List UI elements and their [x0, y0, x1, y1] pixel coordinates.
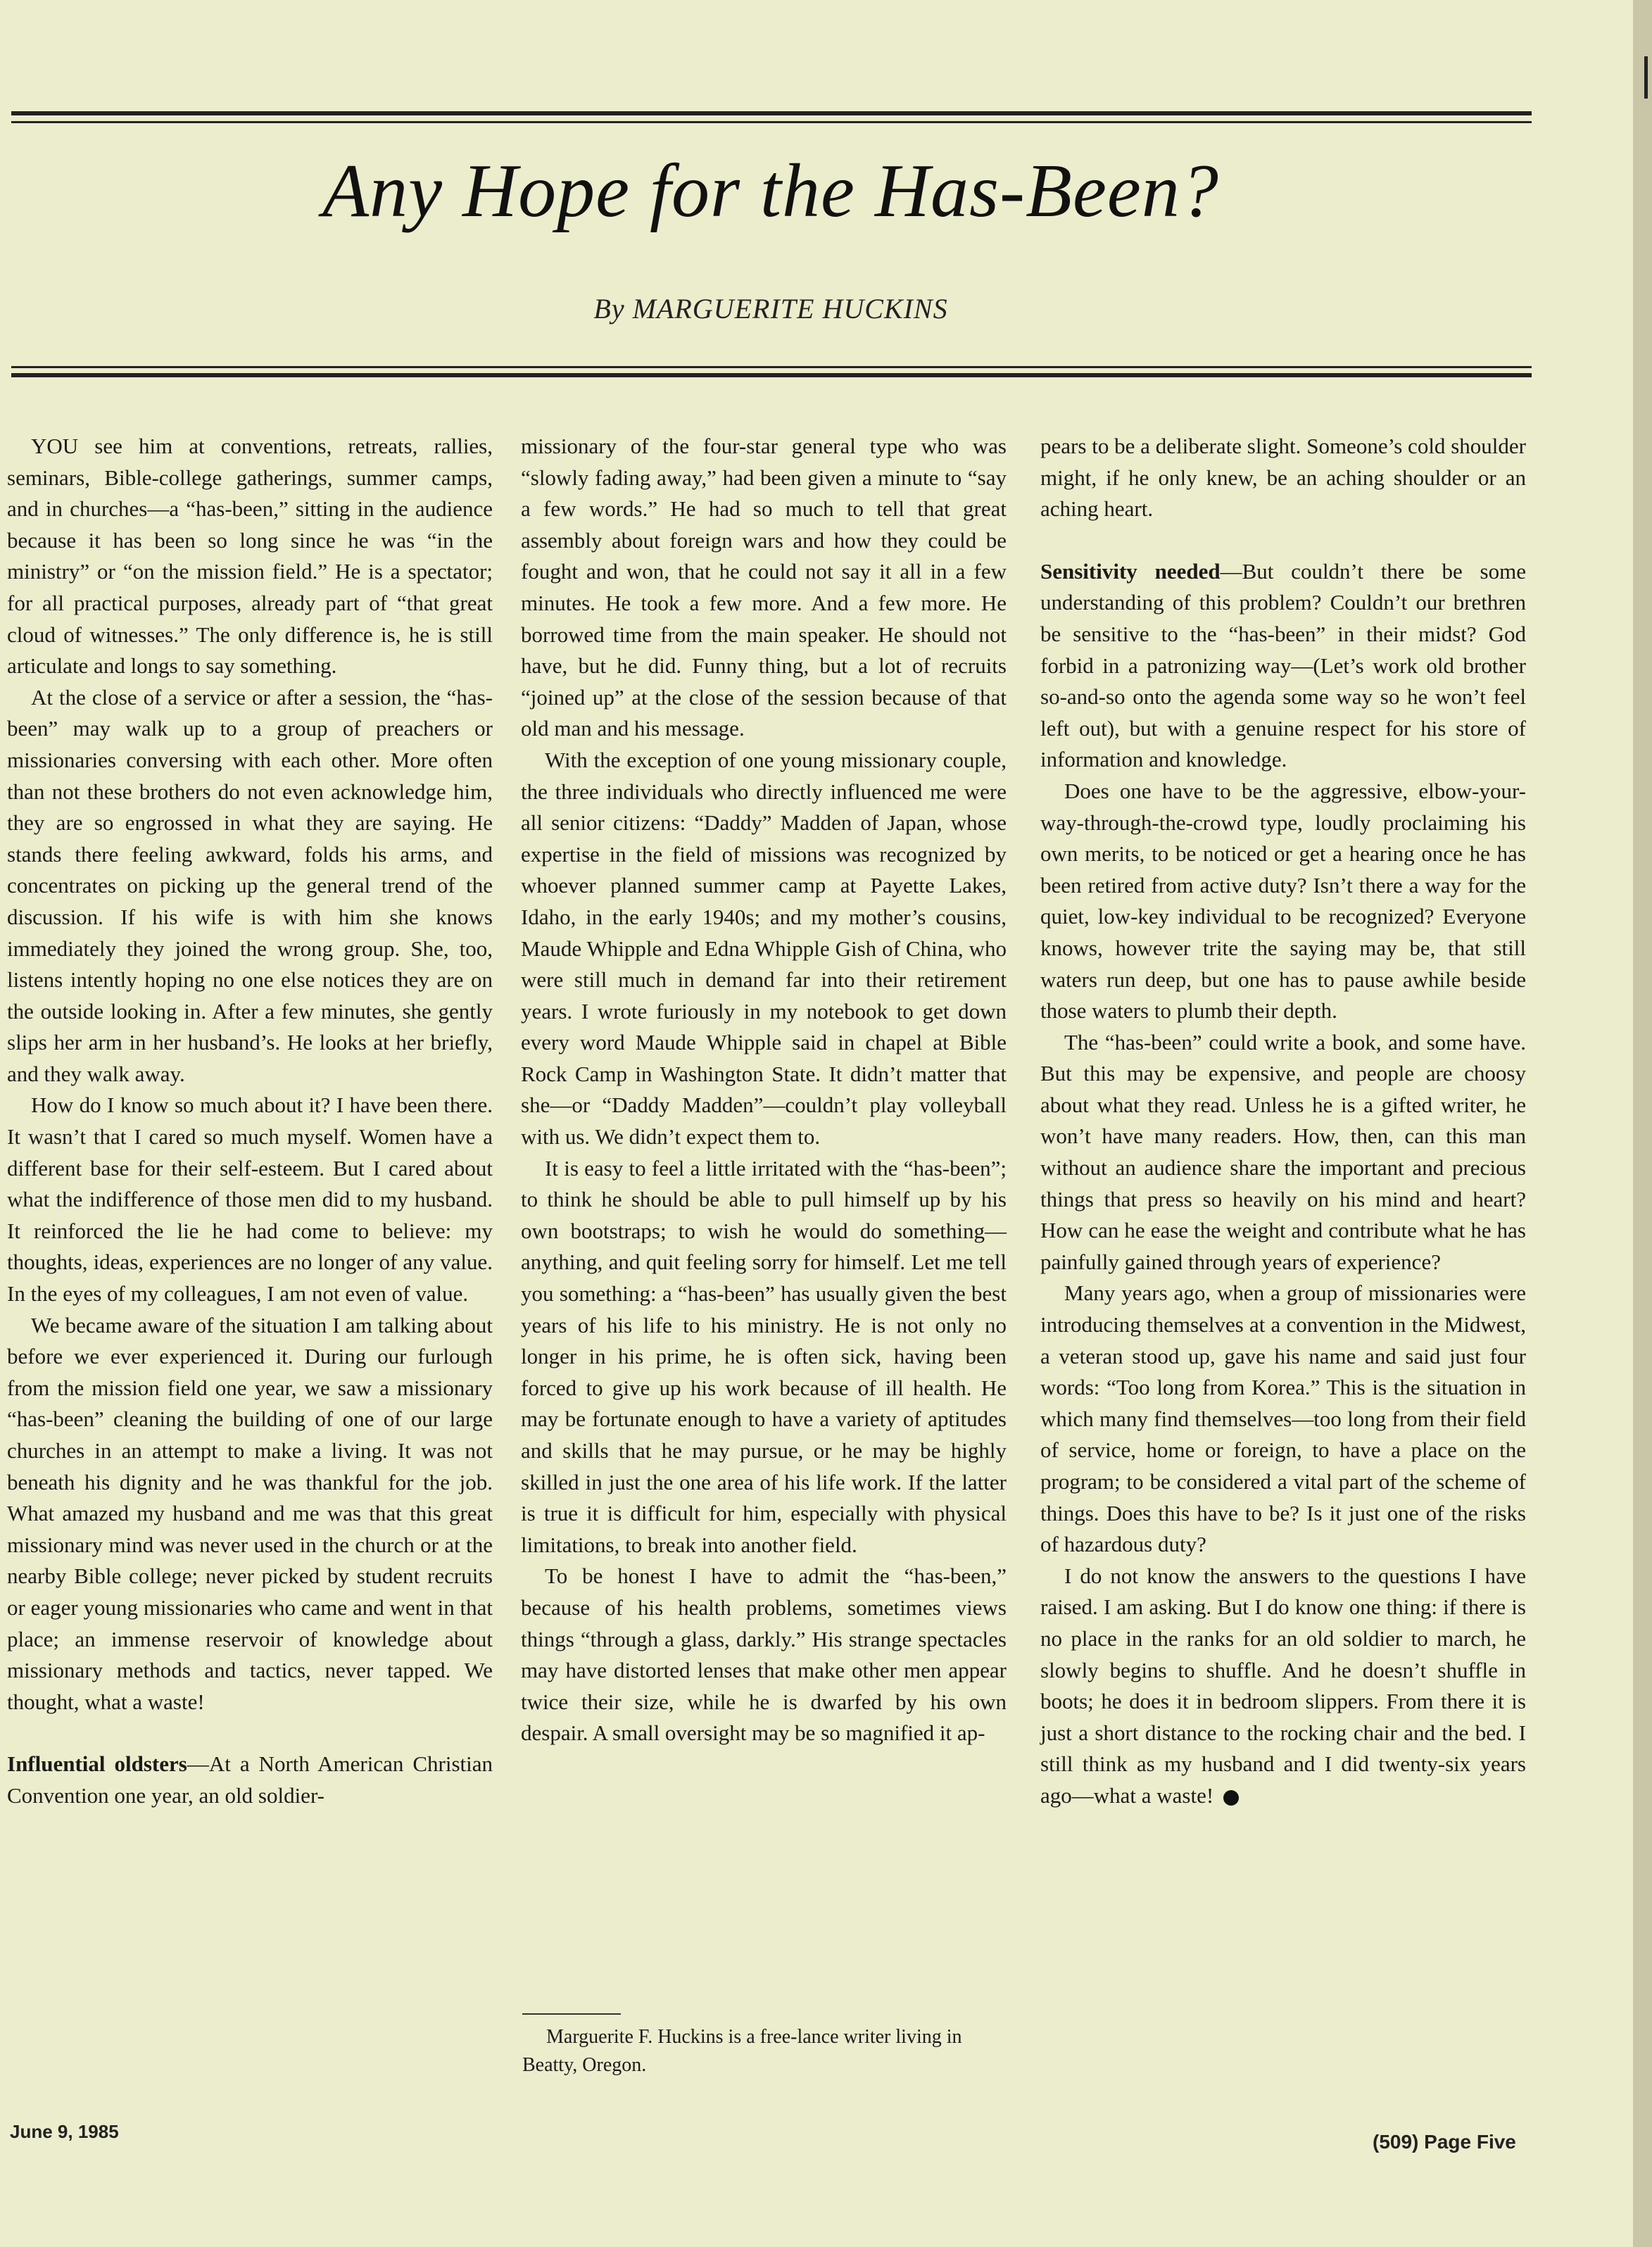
top-rule-thin — [11, 121, 1532, 123]
footnote-rule — [522, 2013, 621, 2015]
top-rule-thick — [11, 111, 1532, 115]
mid-rule-thin — [11, 366, 1532, 368]
paragraph: Does one have to be the aggressive, elbow-your-way-through-the-crowd type, loudly proclaiming his own merits, to be noticed or get a hearing once he has been retired from active duty? Isn’t there a way for the quiet, low-key individual to be recognized? Everyone knows, however trite the saying may be, that still waters run deep, but one has to pause awhile beside those waters to plumb their depth. — [1040, 778, 1526, 1024]
author-note: Marguerite F. Huckins is a free-lance writer living in Beatty, Oregon. — [522, 2026, 962, 2076]
paragraph: It is easy to feel a little irritated with the “has-been”; to think he should be able to pull himself up by his own bootstraps; to wish he would do something—anything, and quit feeling sorry for himself. Let me tell you something: a “has-been” has usually given the best years of his life to his ministry. He is not only no longer in his prime, he is often sick, having been forced to give up his work because of ill health. He may be fortunate enough to have a variety of aptitudes and skills that he may pursue, or he may be highly skilled in just the one area of his life work. If the latter is true it is difficult for him, especially with physical limitations, to break into another field. — [521, 1155, 1007, 1557]
edge-mark — [1644, 56, 1648, 99]
paragraph-text: I do not know the answers to the questions I have raised. I am asking. But I do know one thing: if there is no place in the ranks for an old soldier to march, he slowly begins to shuffle. And he doesn’t shuffle in boots; he does it in bedroom slippers. From there it is just a short distance to the rocking chair and the bed. I still think as my husband and I did twenty-six years ago—what a waste! — [1040, 1563, 1526, 1808]
footer-date: June 9, 1985 — [10, 2121, 119, 2142]
subhead-paragraph — [7, 1749, 493, 1811]
subhead: Sensitivity needed — [1040, 558, 1221, 584]
paragraph: missionary of the four-star general type who was “slowly fading away,” had been given a minute to “say a few words.” He had so much to tell that great assembly about foreign wars and how they could be fought and won, that he could not say it all in a few minutes. He took a few more. And a few more. He borrowed time from the main speaker. He should not have, but he did. Funny thing, but a lot of recruits “joined up” at the close of the session because of that old man and his message. — [521, 434, 1007, 741]
end-bullet-icon — [1223, 1790, 1239, 1806]
paragraph: With the exception of one young missionary couple, the three individuals who directly influenced me were all senior citizens: “Daddy” Madden of Japan, whose expertise in the field of missions was recognized by whoever planned summer camp at Payette Lakes, Idaho, in the early 1940s; and my mother’s cousins, Maude Whipple and Edna Whipple Gish of China, who were still much in demand far into their retirement years. I wrote furiously in my notebook to get down every word Maude Whipple said in chapel at Bible Rock Camp in Washington State. It didn’t matter that she—or “Daddy Madden”—couldn’t play volleyball with us. We didn’t expect them to. — [521, 747, 1007, 1150]
paragraph: How do I know so much about it? I have been there. It wasn’t that I cared so much myself. Women have a different base for their self-esteem. But I cared about what the indifference of those men did to my husband. It reinforced the lie he had come to believe: my thoughts, ideas, experiences are no longer of any value. In the eyes of my colleagues, I am not even of value. — [7, 1093, 493, 1307]
subhead-paragraph — [1040, 556, 1526, 776]
paragraph: To be honest I have to admit the “has-been,” because of his health problems, sometimes views things “through a glass, darkly.” His strange spectacles may have distorted lenses that make other men appear twice their size, while he is dwarfed by his own despair. A small oversight may be so magnified it ap- — [521, 1563, 1007, 1746]
footer-page-number: (509) Page Five — [1373, 2131, 1516, 2153]
paragraph-text: —But couldn’t there be some understanding of this problem? Couldn’t our brethren be sensitive to the “has-been” in their midst? God forbid in a patronizing way—(Let’s work old brother so-and-so onto the agenda some way so he won’t feel left out), but with a genuine respect for his store of information and knowledge. — [1040, 558, 1526, 772]
subhead: Influential oldsters — [7, 1751, 187, 1777]
column-3 — [1040, 431, 1526, 1812]
mid-rule-thick — [11, 373, 1532, 377]
paragraph: YOU see him at conventions, retreats, rallies, seminars, Bible-college gatherings, summer camps, and in churches—a “has-been,” sitting in the audience because it has been so long since he was “in the ministry” or “on the mission field.” He is a spectator; for all practical purposes, already part of “that great cloud of witnesses.” The only difference is, he is still articulate and longs to say something. — [7, 434, 493, 679]
article-title: Any Hope for the Has-Been? — [322, 149, 1219, 233]
paragraph: We became aware of the situation I am talking about before we ever experienced it. During our furlough from the mission field one year, we saw a missionary “has-been” cleaning the building of one of our large churches in an attempt to make a living. It was not beneath his dignity and he was thankful for the job. What amazed my husband and me was that this great missionary mind was never used in the church or at the nearby Bible college; never picked by student recruits or eager young missionaries who came and went in that place; an immense reservoir of knowledge about missionary methods and tactics, never tapped. We thought, what a waste! — [7, 1312, 493, 1714]
page-edge — [1633, 0, 1652, 2247]
paragraph-text: —At a North American Christian Convention one year, an old soldier- — [7, 1751, 493, 1808]
paragraph: The “has-been” could write a book, and some have. But this may be expensive, and people are choosy about what they read. Unless he is a gifted writer, he won’t have many readers. How, then, can this man without an audience share the important and precious things that press so heavily on his mind and heart? How can he ease the weight and contribute what he has painfully gained through years of experience? — [1040, 1029, 1526, 1274]
column-1 — [7, 431, 493, 1812]
paragraph: pears to be a deliberate slight. Someone’s cold shoulder might, if he only knew, be an aching shoulder or an aching heart. — [1040, 434, 1526, 522]
paragraph: Many years ago, when a group of missionaries were introducing themselves at a convention in the Midwest, a veteran stood up, gave his name and said just four words: “Too long from Korea.” This is the situation in which many find themselves—too long from their field of service, home or foreign, to have a place on the program; to be considered a vital part of the scheme of things. Does this have to be? Is it just one of the risks of hazardous duty? — [1040, 1280, 1526, 1557]
paragraph — [1040, 1561, 1526, 1812]
paragraph: At the close of a service or after a session, the “has-been” may walk up to a group of preachers or missionaries conversing with each other. More often than not these brothers do not even acknowledge him, they are so engrossed in what they are saying. He stands there feeling awkward, folds his arms, and concentrates on picking up the general trend of the discussion. If his wife is with him she knows immediately they joined the wrong group. She, too, listens intently hoping no one else notices they are on the outside looking in. After a few minutes, she gently slips her arm in her husband’s. He looks at her briefly, and they walk away. — [7, 684, 493, 1086]
column-2 — [521, 431, 1007, 1749]
byline: By MARGUERITE HUCKINS — [593, 293, 948, 325]
